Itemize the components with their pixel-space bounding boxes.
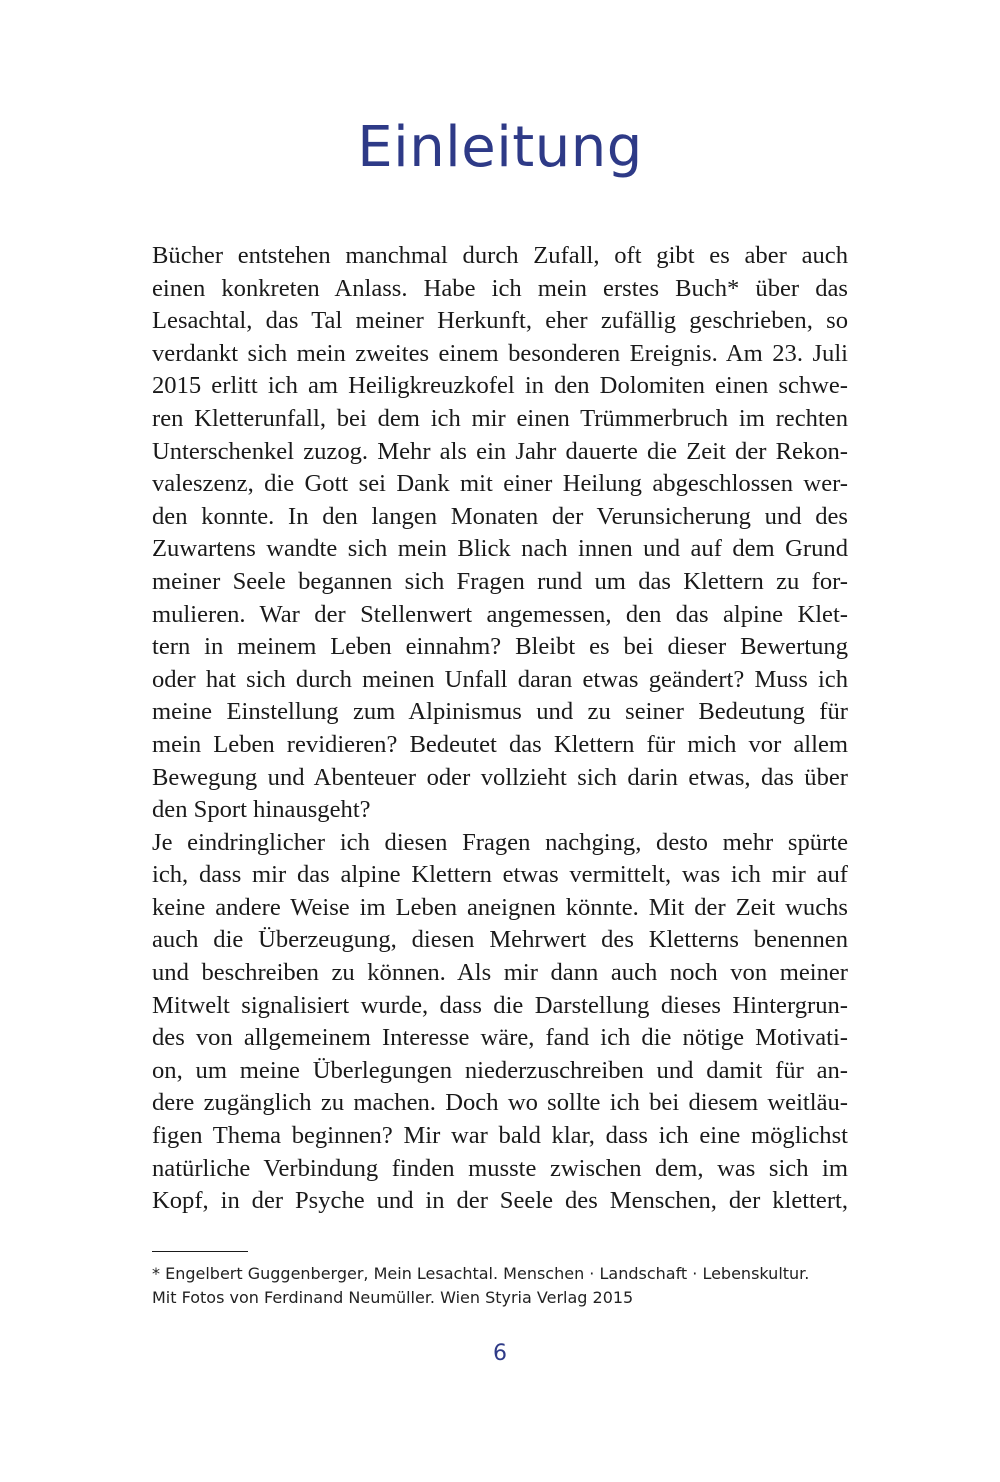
text-line: Unterschenkel zuzog. Mehr als ein Jahr dauerte die Zeit der Rekon- bbox=[152, 437, 848, 465]
footnote-line: * Engelbert Guggenberger, Mein Lesachtal. Menschen · Landschaft · Lebenskultur. bbox=[152, 1264, 810, 1283]
text-line: 2015 erlitt ich am Heiligkreuzkofel in den Dolomiten einen schwe- bbox=[152, 372, 848, 400]
text-line: ich, dass mir das alpine Klettern etwas vermittelt, was ich mir auf bbox=[152, 861, 848, 889]
text-line: figen Thema beginnen? Mir war bald klar, dass ich eine möglichst bbox=[152, 1122, 848, 1150]
text-line: on, um meine Überlegungen niederzuschreiben und damit für an- bbox=[152, 1056, 848, 1084]
text-line: ren Kletterunfall, bei dem ich mir einen Trümmerbruch im rechten bbox=[152, 404, 848, 432]
text-line: des von allgemeinem Interesse wäre, fand ich die nötige Motivati- bbox=[152, 1024, 848, 1052]
page-number: 6 bbox=[493, 1341, 507, 1366]
text-line: und beschreiben zu können. Als mir dann auch noch von meiner bbox=[152, 959, 848, 987]
text-line: den Sport hinausgeht? bbox=[152, 796, 371, 824]
text-line: Bewegung und Abenteuer oder vollzieht sich darin etwas, das über bbox=[152, 763, 848, 791]
text-line: den konnte. In den langen Monaten der Verunsicherung und des bbox=[152, 502, 848, 530]
text-line: dere zugänglich zu machen. Doch wo sollte ich bei diesem weitläu- bbox=[152, 1089, 848, 1117]
body-paragraphs bbox=[152, 240, 848, 1218]
text-line: Mitwelt signalisiert wurde, dass die Darstellung dieses Hintergrun- bbox=[152, 991, 848, 1019]
text-line: mulieren. War der Stellenwert angemessen, den das alpine Klet- bbox=[152, 600, 848, 628]
text-line: natürliche Verbindung finden musste zwischen dem, was sich im bbox=[152, 1154, 848, 1182]
footnote bbox=[152, 1262, 872, 1310]
text-line: Je eindringlicher ich diesen Fragen nachging, desto mehr spürte bbox=[152, 828, 848, 856]
footnote-line: Mit Fotos von Ferdinand Neumüller. Wien Styria Verlag 2015 bbox=[152, 1288, 634, 1307]
text-line: Lesachtal, das Tal meiner Herkunft, eher zufällig geschrieben, so bbox=[152, 307, 848, 335]
text-line: meine Einstellung zum Alpinismus und zu seiner Bedeutung für bbox=[152, 698, 848, 726]
page-title: Einleitung bbox=[357, 115, 643, 180]
text-line: keine andere Weise im Leben aneignen könnte. Mit der Zeit wuchs bbox=[152, 893, 848, 921]
footnote-divider bbox=[152, 1251, 248, 1252]
text-line: Zuwartens wandte sich mein Blick nach innen und auf dem Grund bbox=[152, 535, 848, 563]
text-line: einen konkreten Anlass. Habe ich mein erstes Buch* über das bbox=[152, 274, 848, 302]
text-line: valeszenz, die Gott sei Dank mit einer Heilung abgeschlossen wer- bbox=[152, 470, 848, 498]
text-line: verdankt sich mein zweites einem besonderen Ereignis. Am 23. Juli bbox=[152, 339, 848, 367]
text-line: Bücher entstehen manchmal durch Zufall, oft gibt es aber auch bbox=[152, 242, 848, 269]
text-line: tern in meinem Leben einnahm? Bleibt es bei dieser Bewertung bbox=[152, 633, 848, 661]
text-line: meiner Seele begannen sich Fragen rund um das Klettern zu for- bbox=[152, 567, 848, 595]
text-line: Kopf, in der Psyche und in der Seele des Menschen, der klettert, bbox=[152, 1187, 848, 1215]
text-line: oder hat sich durch meinen Unfall daran etwas geändert? Muss ich bbox=[152, 665, 848, 693]
text-line: auch die Überzeugung, diesen Mehrwert des Kletterns benennen bbox=[152, 926, 848, 954]
text-line: mein Leben revidieren? Bedeutet das Klettern für mich vor allem bbox=[152, 730, 848, 758]
